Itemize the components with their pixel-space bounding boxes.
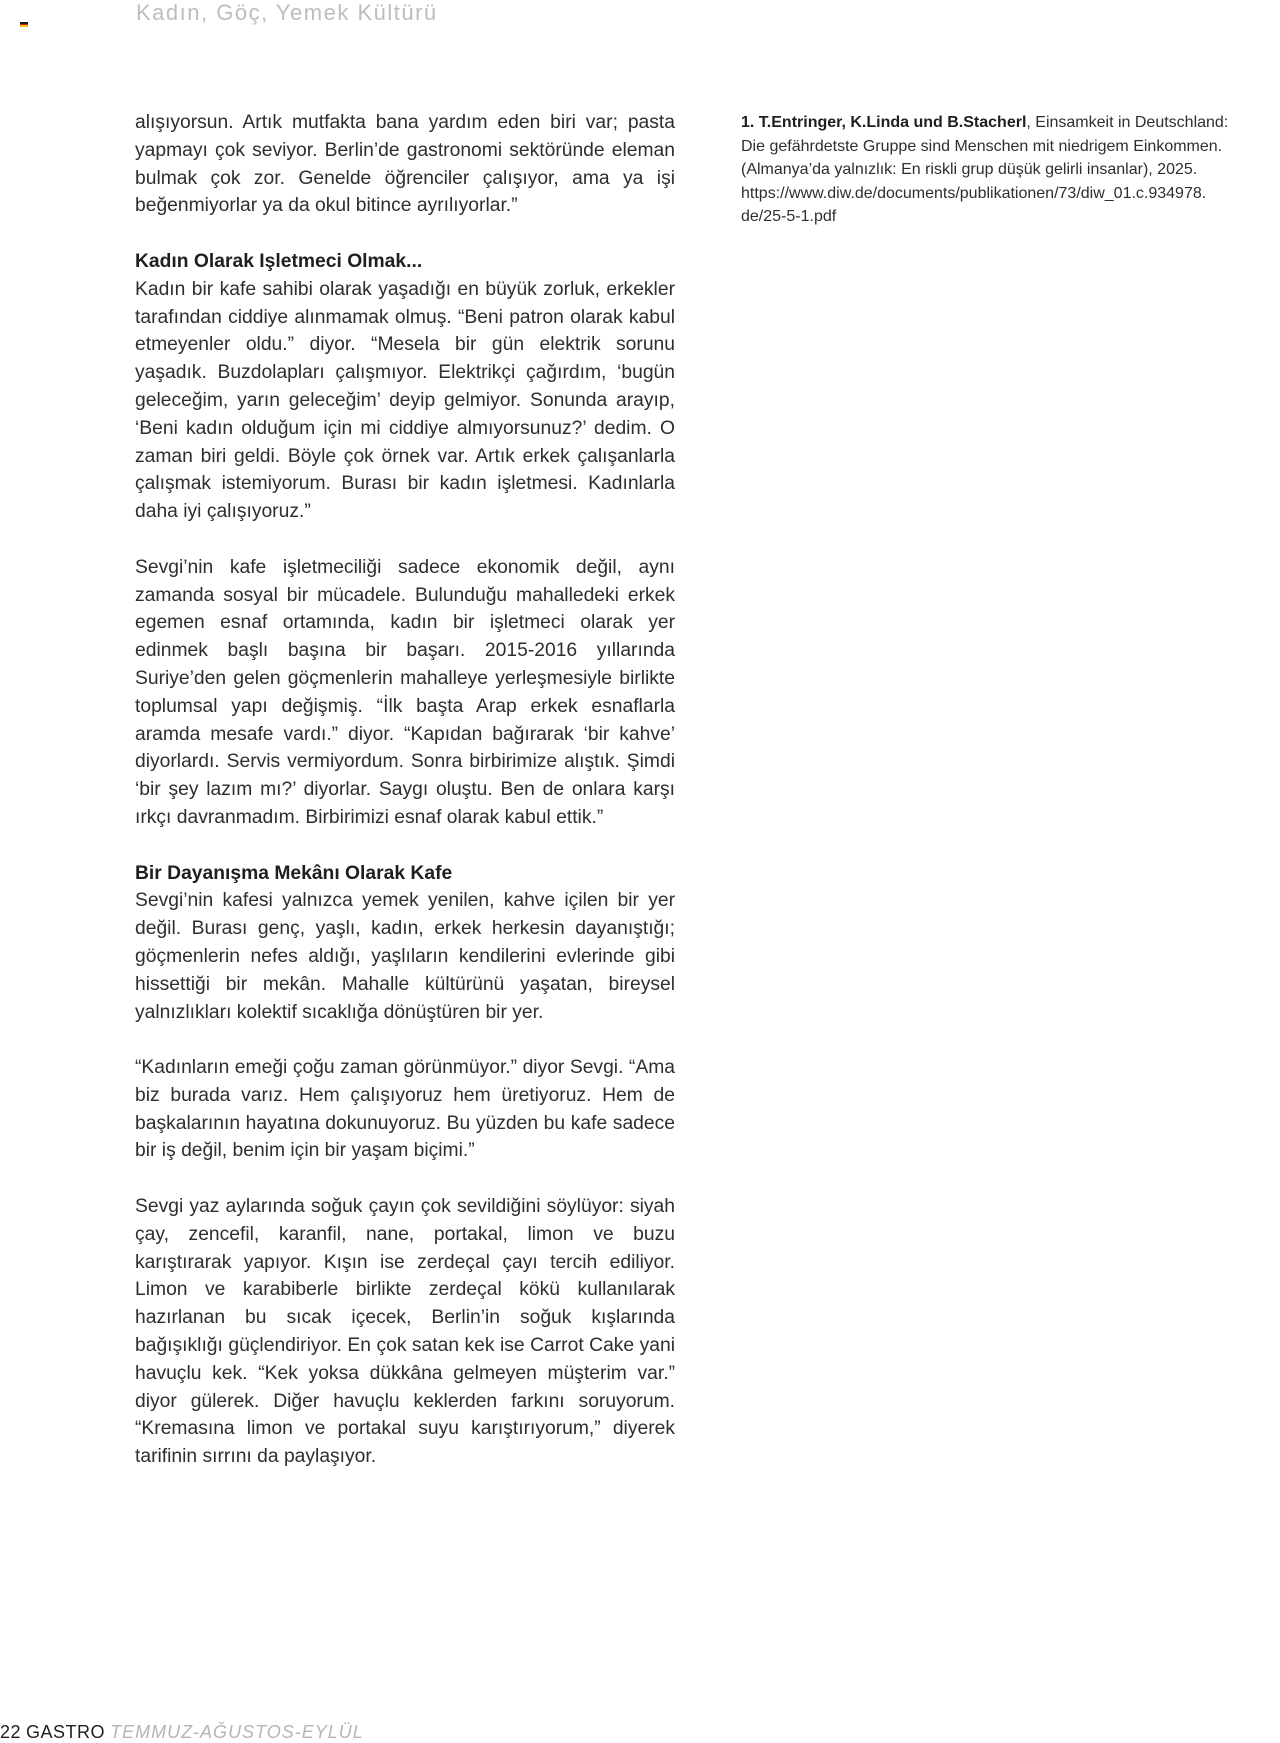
page-number: 22 [0, 1722, 22, 1742]
section-heading-solidarity: Bir Dayanışma Mekânı Olarak Kafe [135, 862, 453, 884]
footnote-number: 1. [741, 114, 755, 131]
running-head: Kadın, Göç, Yemek Kültürü [136, 0, 438, 25]
paragraph: “Kadınların emeği çoğu zaman görünmüyor.” diyor Sevgi. “Ama biz burada varız. Hem çalışıyoruz hem üretiyoruz. Hem de başkalarının hayatına dokunuyoruz. Bu yüzden bu kafe sadece bir iş değil, benim için bir yaşam biçimi.” [135, 1057, 675, 1162]
paragraph: Sevgi’nin kafesi yalnızca yemek yenilen, kahve içilen bir yer değil. Burası genç, yaşlı, kadın, erkek herkesin dayanıştığı; göçmenlerin nefes aldığı, yaşlıların kendilerini evlerinde gibi hissettiği bir mekân. Mahalle kültürünü yaşatan, bireysel yalnızlıkları kolektif sıcaklığa dönüştüren bir yer. [135, 890, 675, 1023]
intro-paragraph: alışıyorsun. Artık mutfakta bana yardım eden biri var; pasta yapmayı çok seviyor. Berlin’de gastronomi sektöründe eleman bulmak çok zor. Genelde öğrenciler çalışıyor, ama ya işi beğenmiyorlar ya da okul bitince ayrılıyorlar.” [135, 112, 675, 217]
paragraph: Sevgi’nin kafe işletmeciliği sadece ekonomik değil, aynı zamanda sosyal bir mücadele. Bulunduğu mahalledeki erkek egemen esnaf ortamında, kadın bir işletmeci olarak yer edinmek başlı başına bir başarı. 2015-2016 yıllarında Suriye’den gelen göçmenlerin mahalleye yerleşmesiyle birlikte toplumsal yapı değişmiş. “İlk başta Arap erkek esnaflarla aramda mesafe vardı.” diyor. “Kapıdan bağırarak ‘bir kahve’ diyorlardı. Servis vermiyordum. Sonra birbirimize alıştık. Şimdi ‘bir şey lazım mı?’ diyorlar. Saygı oluştu. Ben de onlara karşı ırkçı davranmadım. Birbirimizi esnaf olarak kabul ettik.” [135, 556, 675, 828]
flag-icon [20, 22, 28, 27]
footnote-line: (Almanya’da yalnızlık: En riskli grup düşük gelirli insanlar), 2025. [741, 161, 1198, 178]
footnote-url[interactable]: https://www.diw.de/documents/publikationen/73/diw_01.c.934978. [741, 184, 1207, 202]
page-footer [0, 1722, 364, 1743]
footnote-citation [741, 111, 1280, 135]
issue-label: TEMMUZ-AĞUSTOS-EYLÜL [110, 1722, 364, 1742]
section-heading-entrepreneur: Kadın Olarak Işletmeci Olmak... [135, 250, 423, 272]
paragraph: Kadın bir kafe sahibi olarak yaşadığı en büyük zorluk, erkekler tarafından ciddiye alınmamak olmuş. “Beni patron olarak kabul etmeyenler oldu.” diyor. “Mesela bir gün elektrik sorunu yaşadık. Buzdolapları çalışmıyor. Elektrikçi çağırdım, ‘bugün geleceğim, yarın geleceğim’ deyip gelmiyor. Sonunda arayıp, ‘Beni kadın olduğum için mi ciddiye almıyorsunuz?’ dedim. O zaman biri geldi. Böyle çok örnek var. Artık erkek çalışanlarla çalışmak istemiyorum. Burası bir kadın işletmesi. Kadınlarla daha iyi çalışıyoruz.” [135, 278, 675, 523]
article-column [135, 109, 675, 1471]
magazine-name: GASTRO [26, 1722, 106, 1742]
paragraph: Sevgi yaz aylarında soğuk çayın çok sevildiğini söylüyor: siyah çay, zencefil, karanfil, nane, portakal, limon ve buzu karıştırarak yapıyor. Kışın ise zerdeçal çayı tercih ediliyor. Limon ve karabiberle birlikte zerdeçal kökü kullanılarak hazırlanan bu sıcak içecek, Berlin’in soğuk kışlarında bağışıklığı güçlendiriyor. En çok satan kek ise Carrot Cake yani havuçlu kek. “Kek yoksa dükkâna gelmeyen müşterim var.” diyor gülerek. Diğer havuçlu keklerden farkını soruyorum. “Kremasına limon ve portakal suyu karıştırıyorum,” diyerek tarifinin sırrını da paylaşıyor. [135, 1196, 675, 1468]
footnote-line: Die gefährdetste Gruppe sind Menschen mit niedrigem Einkommen. [741, 137, 1223, 155]
flag-stripe-gold [20, 25, 28, 27]
footnote-authors: T.Entringer, K.Linda und B.Stacherl [758, 114, 1027, 131]
footnote-url[interactable]: de/25-5-1.pdf [741, 208, 837, 225]
footnote-title: , Einsamkeit in Deutschland: [1026, 114, 1229, 131]
footnote [741, 111, 1280, 229]
